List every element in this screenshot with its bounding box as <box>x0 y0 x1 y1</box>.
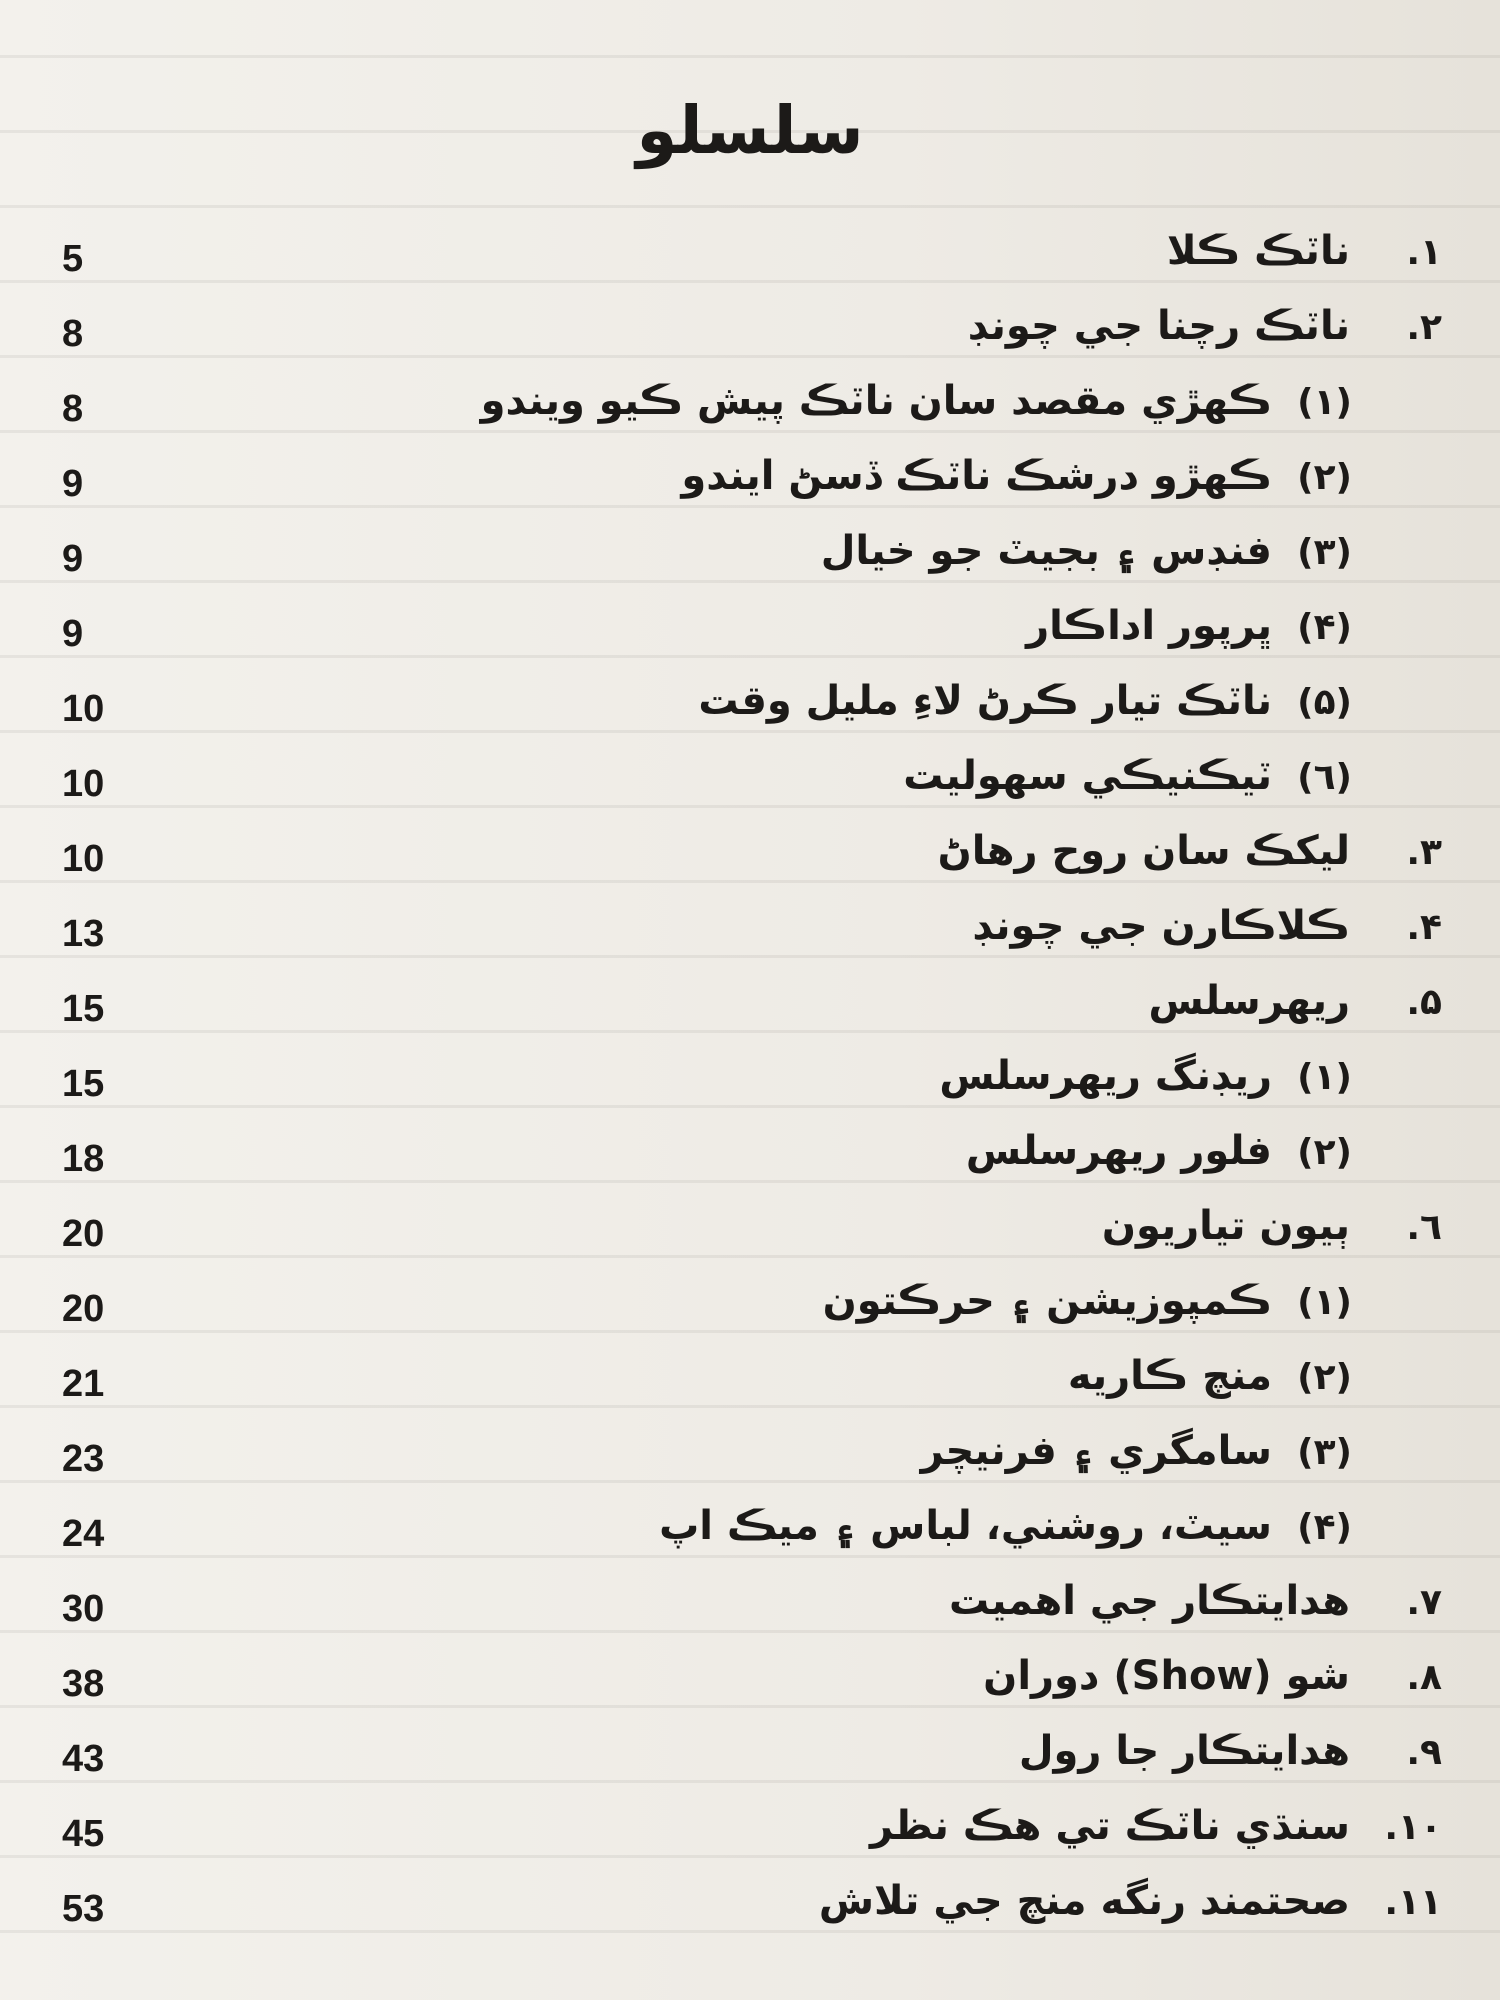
toc-entry-title: ليکڪ سان روح رهاڻ <box>937 828 1350 874</box>
toc-page-number: 20 <box>62 1213 105 1255</box>
toc-subentry-number: (۴) <box>1297 607 1352 648</box>
toc-entry-number: ۸. <box>1406 1657 1442 1698</box>
toc-entry-title: ناٽڪ ڪلا <box>1166 228 1350 274</box>
toc-page-number: 18 <box>62 1138 105 1180</box>
toc-subentry <box>0 1422 1500 1497</box>
toc-entry <box>0 1722 1500 1797</box>
toc-subentry-title: سامگري ۽ فرنيچر <box>920 1428 1272 1474</box>
toc-subentry-title: فلور ريهرسلس <box>965 1128 1272 1174</box>
toc-entry <box>0 1197 1500 1272</box>
toc-subentry-title: ٽيڪنيڪي سهوليت <box>903 753 1272 799</box>
toc-subentry-number: (۲) <box>1297 457 1352 498</box>
toc-entry-title: هدايتڪار جي اهميت <box>949 1578 1350 1624</box>
toc-entry <box>0 972 1500 1047</box>
page-title: سلسلو <box>636 92 864 169</box>
toc-entry-title: ناٽڪ رچنا جي چونڊ <box>967 303 1350 349</box>
toc-subentry-number: (۱) <box>1297 1282 1352 1323</box>
toc-subentry <box>0 447 1500 522</box>
toc-subentry <box>0 597 1500 672</box>
toc-entry-title: ريهرسلس <box>1148 978 1350 1024</box>
toc-entry <box>0 297 1500 372</box>
toc-entry-number: ۴. <box>1406 907 1442 948</box>
toc-page-number: 20 <box>62 1288 105 1330</box>
toc-page-number: 10 <box>62 688 105 730</box>
toc-page-number: 21 <box>62 1363 105 1405</box>
toc-page-number: 10 <box>62 838 105 880</box>
toc-subentry-number: (۳) <box>1297 532 1352 573</box>
toc-entry <box>0 1572 1500 1647</box>
toc-subentry <box>0 372 1500 447</box>
toc-subentry <box>0 522 1500 597</box>
toc-entry-title: سنڌي ناٽڪ تي هڪ نظر <box>870 1803 1350 1849</box>
toc-page-number: 38 <box>62 1663 105 1705</box>
toc-page-number: 53 <box>62 1888 105 1930</box>
toc-entry-number: ۱۰. <box>1384 1807 1442 1848</box>
toc-page-number: 45 <box>62 1813 105 1855</box>
toc-entry-number: ٦. <box>1406 1207 1442 1248</box>
toc-entry-number: ۹. <box>1406 1732 1442 1773</box>
toc-subentry-number: (۵) <box>1297 682 1352 723</box>
toc-entry-number: ۱۱. <box>1384 1882 1442 1923</box>
toc-subentry-title: ريڊنگ ريهرسلس <box>939 1053 1272 1099</box>
toc-subentry-title: ناٽڪ تيار ڪرڻ لاءِ مليل وقت <box>698 678 1272 724</box>
table-of-contents <box>0 222 1500 1947</box>
toc-page-number: 9 <box>62 538 84 580</box>
toc-subentry-number: (۲) <box>1297 1357 1352 1398</box>
toc-entry <box>0 822 1500 897</box>
toc-entry <box>0 897 1500 972</box>
toc-entry-title: صحتمند رنگه منچ جي تلاش <box>818 1878 1350 1924</box>
toc-page-number: 10 <box>62 763 105 805</box>
toc-subentry-number: (۴) <box>1297 1507 1352 1548</box>
toc-page-number: 30 <box>62 1588 105 1630</box>
toc-page-number: 13 <box>62 913 105 955</box>
toc-subentry <box>0 1272 1500 1347</box>
toc-page-number: 8 <box>62 388 84 430</box>
toc-entry-title: ڪلاڪارن جي چونڊ <box>972 903 1350 949</box>
toc-subentry-title: فنڊس ۽ بجيٽ جو خيال <box>820 528 1272 574</box>
toc-entry <box>0 1797 1500 1872</box>
toc-entry-number: ۳. <box>1406 832 1442 873</box>
toc-entry-number: ۵. <box>1406 982 1442 1023</box>
toc-subentry <box>0 747 1500 822</box>
toc-subentry-title: ڪهڙو درشڪ ناٽڪ ڏسڻ ايندو <box>681 453 1272 499</box>
toc-page-number: 8 <box>62 313 84 355</box>
toc-page-number: 9 <box>62 613 84 655</box>
toc-entry-number: ۱. <box>1406 232 1442 273</box>
toc-page-number: 15 <box>62 1063 105 1105</box>
toc-entry-number: ۷. <box>1406 1582 1442 1623</box>
toc-entry <box>0 222 1500 297</box>
toc-page-number: 24 <box>62 1513 105 1555</box>
toc-entry <box>0 1872 1500 1947</box>
toc-entry-title: شو (Show) دوران <box>983 1653 1350 1699</box>
toc-page-number: 9 <box>62 463 84 505</box>
toc-page-number: 23 <box>62 1438 105 1480</box>
toc-subentry <box>0 1497 1500 1572</box>
toc-subentry <box>0 1047 1500 1122</box>
toc-entry-title: هدايتڪار جا رول <box>1018 1728 1350 1774</box>
toc-subentry-number: (۱) <box>1297 382 1352 423</box>
toc-subentry <box>0 1347 1500 1422</box>
toc-entry-title: ٻيون تياريون <box>1101 1203 1350 1249</box>
toc-entry <box>0 1647 1500 1722</box>
toc-subentry-title: سيٽ، روشني، لباس ۽ ميڪ اپ <box>659 1503 1272 1549</box>
toc-subentry-title: منچ ڪاريه <box>1067 1353 1272 1399</box>
toc-subentry-number: (۱) <box>1297 1057 1352 1098</box>
toc-page-number: 43 <box>62 1738 105 1780</box>
toc-subentry-title: ڪمپوزيشن ۽ حرڪتون <box>822 1278 1272 1324</box>
toc-subentry <box>0 672 1500 747</box>
toc-subentry-title: ڪهڙي مقصد سان ناٽڪ پيش ڪيو ويندو <box>480 378 1272 424</box>
toc-subentry-number: (٦) <box>1297 757 1352 798</box>
toc-subentry-title: ڀرپور اداڪار <box>1026 603 1272 649</box>
toc-page-number: 15 <box>62 988 105 1030</box>
toc-subentry <box>0 1122 1500 1197</box>
toc-entry-number: ۲. <box>1406 307 1442 348</box>
toc-subentry-number: (۳) <box>1297 1432 1352 1473</box>
toc-page-number: 5 <box>62 238 84 280</box>
toc-subentry-number: (۲) <box>1297 1132 1352 1173</box>
